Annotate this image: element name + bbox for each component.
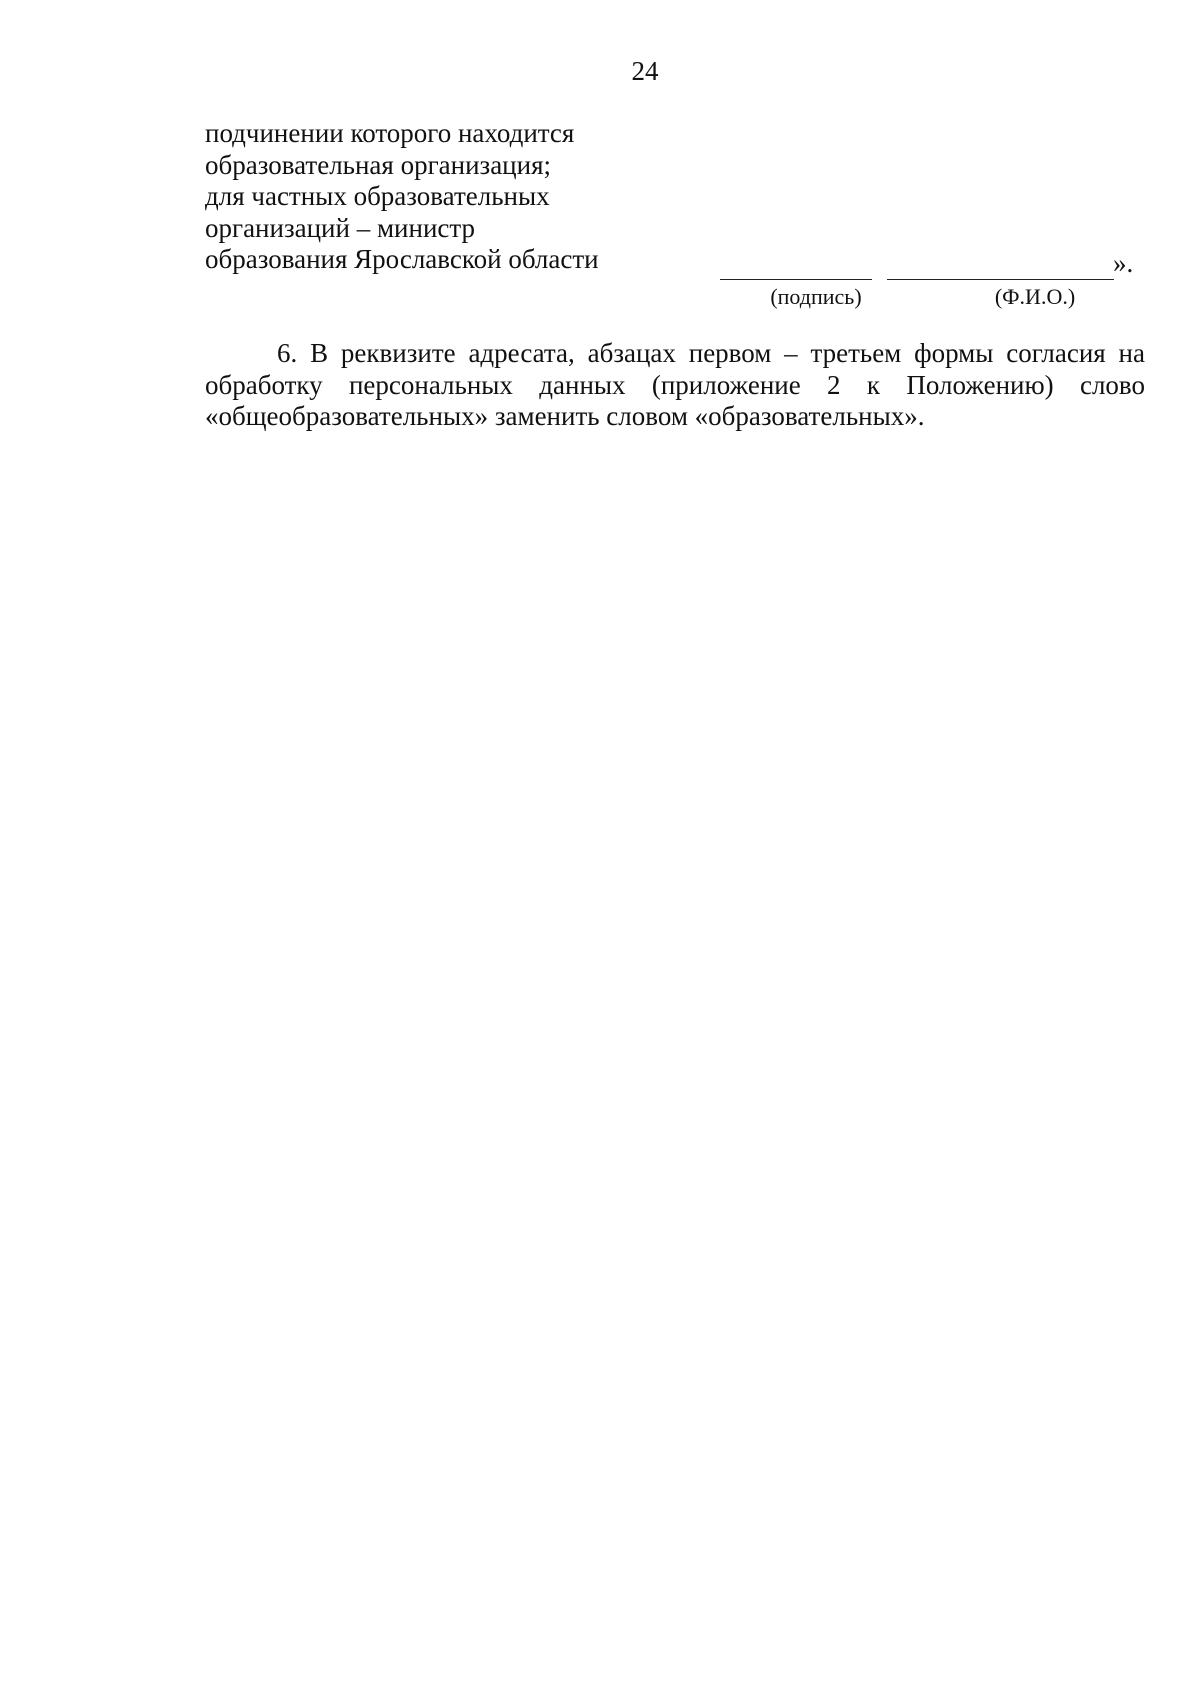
fio-line <box>887 279 1114 280</box>
paragraph-line: «общеобразовательных» заменить словом «образовательных». <box>205 401 925 431</box>
signer-line: образовательная организация; <box>205 149 552 180</box>
paragraph-line: 6. В реквизите адресата, абзацах первом – третьем формы согласия на <box>277 338 1145 368</box>
signature-line <box>720 279 872 280</box>
paragraph-line: обработку персональных данных (приложение 2 к Положению) слово <box>205 369 1145 400</box>
amendment-paragraph <box>205 338 1145 433</box>
fio-caption: (Ф.И.О.) <box>994 284 1076 309</box>
signature-caption: (подпись) <box>770 284 862 309</box>
page-number: 24 <box>631 56 659 86</box>
signer-line: для частных образовательных <box>205 181 550 211</box>
signer-line: организаций – министр <box>205 212 475 243</box>
closing-quote: ». <box>1113 248 1134 278</box>
signer-block <box>205 118 665 276</box>
signer-line: образования Ярославской области <box>205 244 599 274</box>
signer-line: подчинении которого находится <box>205 118 575 148</box>
